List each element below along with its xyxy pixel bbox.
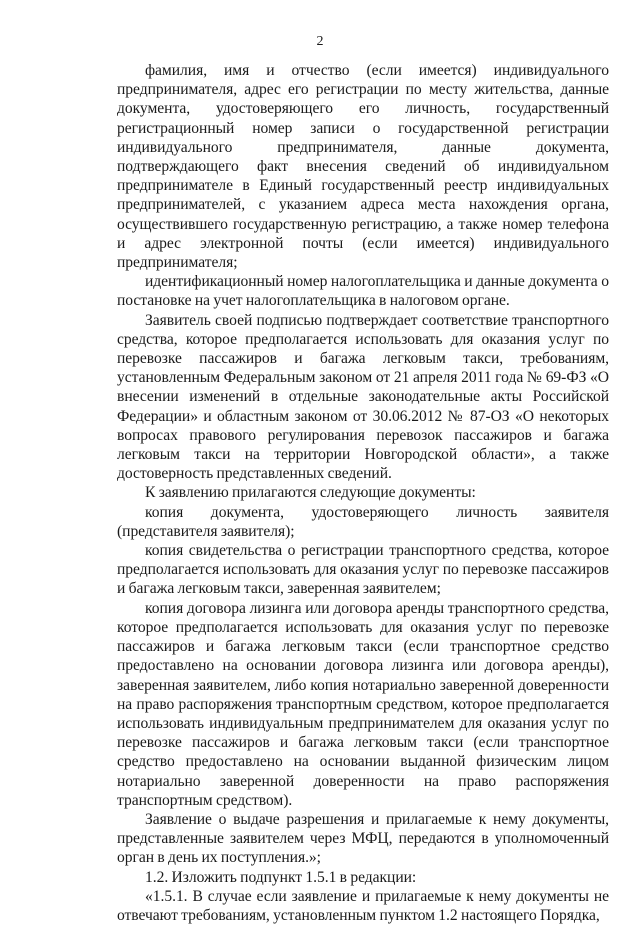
paragraph-signature-confirmation: Заявитель своей подписью подтверждает соответствие транспортного средства, которое предполагается использовать для оказания услуг по перевозке пассажиров и багажа легковым такси, требованиям, установленным Федеральным законом от 21 апреля 2011 года № 69-ФЗ «О внесении изменений в отдельные законодательные акты Российской Федерации» и областным законом от 30.06.2012 № 87-ОЗ «О некоторых вопросах правового регулирования перевозок пассажиров и багажа легковым такси на территории Новгородской области», а также достоверность представленных сведений. (117, 311, 609, 483)
paragraph-amendment: 1.2. Изложить подпункт 1.5.1 в редакции: (145, 868, 417, 886)
paragraph-applicant-details: фамилия, имя и отчество (если имеется) индивидуального предпринимателя, адрес его регистрации по месту жительства, данные документа, удостоверяющего его личность, государственный регистрационный номер записи о государственной регистрации индивидуального предпринимателя, данные документа, подтверждающего факт внесения сведений об индивидуальном предпринимателе в Единый государственный реестр индивидуальных предпринимателей, с указанием адреса места нахождения органа, осуществившего государственную регистрацию, а также номер телефона и адрес электронной почты (если имеется) индивидуального предпринимателя; (117, 62, 609, 272)
paragraph-subclause-1-5-1: «1.5.1. В случае если заявление и прилагаемые к нему документы не отвечают требованиям, установленным пунктом 1.2 настоящего Порядка, (117, 887, 609, 924)
page-number: 2 (316, 34, 324, 49)
paragraph-lease-copy: копия договора лизинга или договора аренды транспортного средства, которое предполагается использовать для оказания услуг по перевозке пассажиров и багажа легковым такси (если транспортное средство предоставлено на основании договора лизинга или договора аренды), заверенная заявителем, либо копия нотариально заверенной доверенности на право распоряжения транспортным средством, которое предполагается использовать индивидуальным предпринимателем для оказания услуг по перевозке пассажиров и багажа легковым такси (если транспортное средство предоставлено на основании выданной физическим лицом нотариально заверенной доверенности на право распоряжения транспортным средством). (117, 599, 609, 809)
paragraph-registration-copy: копия свидетельства о регистрации транспортного средства, которое предполагается использовать для оказания услуг по перевозке пассажиров и багажа легковым такси, заверенная заявителем; (117, 542, 609, 598)
paragraph-identity-copy: копия документа, удостоверяющего личность заявителя (представителя заявителя); (117, 503, 609, 540)
paragraph-taxpayer-id: идентификационный номер налогоплательщика и данные документа о постановке на учет налогоплательщика в налоговом органе. (117, 273, 609, 310)
paragraph-mfc-transfer: Заявление о выдаче разрешения и прилагаемые к нему документы, представленные заявителем через МФЦ, передаются в уполномоченный орган в день их поступления.»; (117, 810, 609, 867)
paragraph-attachments-intro: К заявлению прилагаются следующие документы: (145, 484, 476, 502)
document-body (117, 61, 609, 925)
